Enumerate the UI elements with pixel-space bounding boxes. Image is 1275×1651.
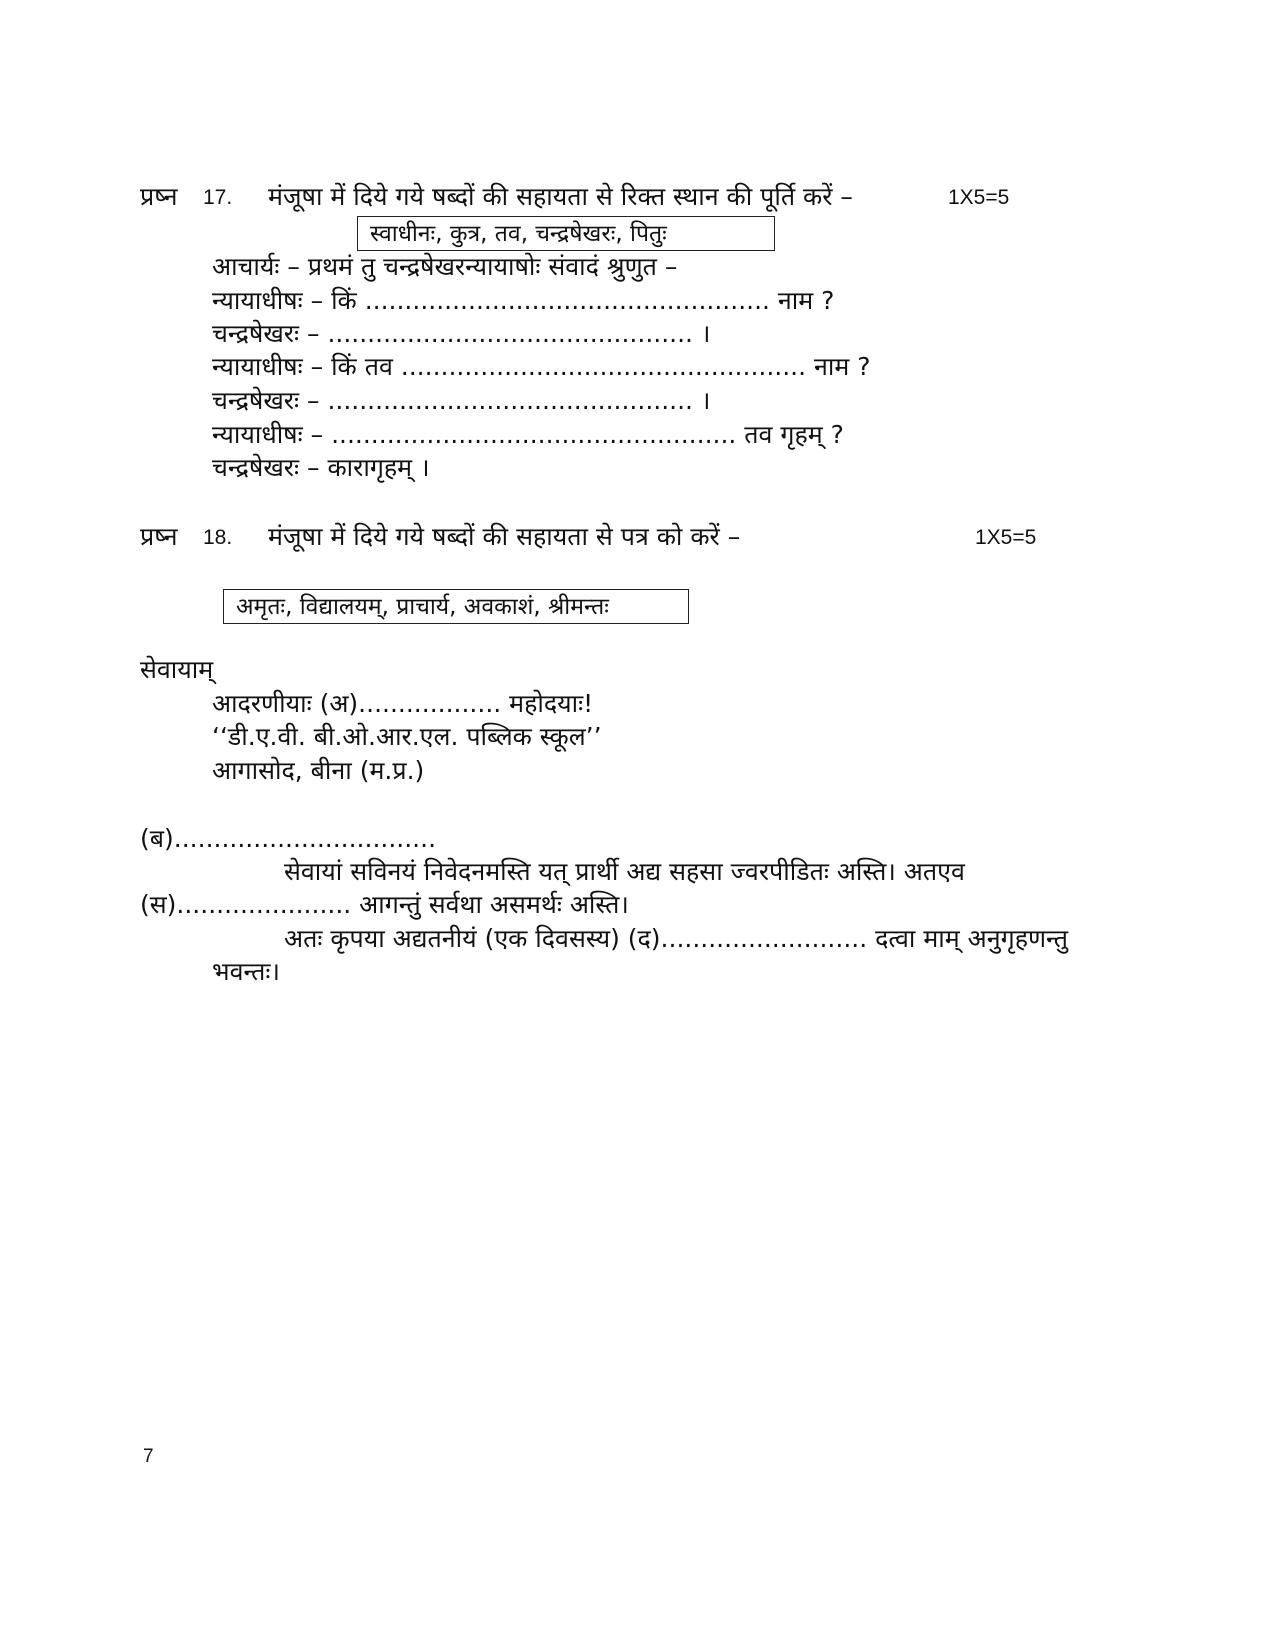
- salutation: सेवायाम्: [140, 655, 214, 684]
- q17-label: प्रष्न: [140, 182, 178, 211]
- page-number: 7: [143, 1446, 154, 1467]
- letter-body-line: (स)...................... आगन्तुं सर्वथा असमर्थः अस्ति।: [140, 890, 629, 919]
- q18-word-box-text: अमृतः, विद्यालयम्, प्राचार्य, अवकाशं, श्रीमन्तः: [236, 594, 609, 620]
- q17-number: 17.: [203, 186, 233, 209]
- q17-line: चन्द्रषेखरः – .............................................. ।: [212, 319, 711, 348]
- q17-instruction: मंजूषा में दिये गये षब्दों की सहायता से रिक्त स्थान की पूर्ति करें –: [268, 182, 853, 211]
- q18-marks: 1X5=5: [975, 526, 1037, 549]
- letter-body-line: भवन्तः।: [212, 957, 280, 986]
- q17-marks: 1X5=5: [948, 186, 1010, 209]
- q17-word-box-text: स्वाधीनः, कुत्र, तव, चन्द्रषेखरः, पितुः: [370, 221, 667, 247]
- letter-body-line: अतः कृपया अद्यतनीयं (एक दिवसस्य) (द).......................... दत्वा माम् अनुगृहणन्तु: [284, 924, 1069, 953]
- q17-word-box: [357, 216, 775, 251]
- q17-line: न्यायाधीषः – ................................................... तव गृहम् ?: [212, 420, 844, 449]
- address-line: आगासोद, बीना (म.प्र.): [212, 756, 425, 785]
- q17-line: आचार्यः – प्रथमं तु चन्द्रषेखरन्यायाषोः संवादं श्रुणुत –: [212, 252, 678, 281]
- q18-instruction: मंजूषा में दिये गये षब्दों की सहायता से पत्र को करें –: [268, 522, 741, 551]
- q17-line: न्यायाधीषः – किं ................................................... नाम ?: [212, 286, 835, 315]
- letter-b-line: (ब).................................: [140, 824, 437, 853]
- q17-line: चन्द्रषेखरः – .............................................. ।: [212, 386, 711, 415]
- address-line: ‘‘डी.ए.वी. बी.ओ.आर.एल. पब्लिक स्कूल’’: [212, 722, 602, 751]
- q18-word-box: [223, 589, 689, 624]
- q18-label: प्रष्न: [140, 522, 178, 551]
- q17-line: चन्द्रषेखरः – कारागृहम् ।: [212, 453, 430, 482]
- q18-number: 18.: [203, 526, 233, 549]
- letter-body-line: सेवायां सविनयं निवेदनमस्ति यत् प्रार्थी अद्य सहसा ज्वरपीडितः अस्ति। अतएव: [284, 857, 965, 886]
- q17-line: न्यायाधीषः – किं तव ................................................... नाम ?: [212, 352, 871, 381]
- address-line: आदरणीयाः (अ).................. महोदयाः!: [212, 689, 594, 718]
